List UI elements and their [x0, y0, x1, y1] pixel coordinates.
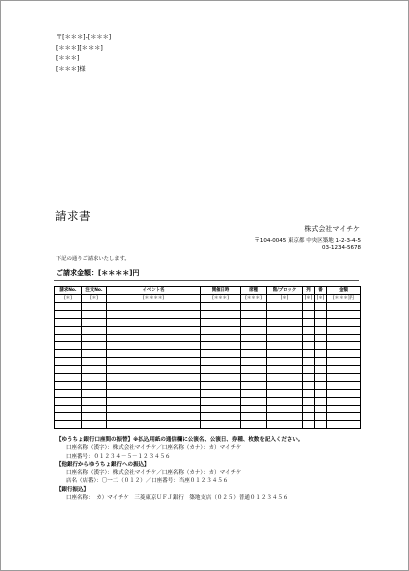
table-cell — [107, 303, 201, 311]
table-cell — [315, 397, 327, 405]
table-cell — [241, 381, 267, 389]
table-cell — [55, 342, 82, 350]
table-cell — [267, 397, 303, 405]
table-cell — [55, 318, 82, 326]
header-seat-number: 番 — [315, 287, 327, 295]
bank-transfer-account: 口座名称： カ）マイチケ 三菱東京ＵＦＪ銀行 築地支店（０２５）普通０１２３４５６ — [66, 495, 289, 502]
table-cell — [82, 389, 107, 397]
table-cell — [315, 326, 327, 334]
bank-transfer-heading: 【銀行振込】 — [56, 486, 90, 493]
address-line-1: [＊＊＊][＊＊＊] — [56, 44, 103, 52]
table-cell — [241, 334, 267, 342]
table-cell — [82, 413, 107, 421]
table-cell — [327, 342, 361, 350]
table-cell — [82, 334, 107, 342]
table-cell — [241, 318, 267, 326]
table-cell — [201, 303, 241, 311]
invoice-message: 下記の通りご請求いたします。 — [56, 256, 130, 262]
table-cell — [82, 366, 107, 374]
table-cell — [327, 350, 361, 358]
header-invoice-no: 請求No. — [55, 287, 82, 295]
table-cell — [107, 397, 201, 405]
table-cell — [315, 310, 327, 318]
table-cell — [267, 303, 303, 311]
recipient-address-block — [56, 33, 111, 75]
table-cell — [241, 374, 267, 382]
table-cell — [315, 413, 327, 421]
table-cell — [315, 421, 327, 429]
table-row — [55, 326, 361, 334]
table-cell — [303, 381, 315, 389]
table-cell — [267, 389, 303, 397]
table-cell — [267, 374, 303, 382]
cell-event-date: [＊＊＊] — [201, 295, 241, 303]
header-row: 列 — [303, 287, 315, 295]
table-cell — [82, 350, 107, 358]
table-cell — [107, 342, 201, 350]
table-cell — [327, 310, 361, 318]
table-cell — [55, 326, 82, 334]
table-cell — [241, 326, 267, 334]
table-cell — [201, 326, 241, 334]
table-cell — [303, 310, 315, 318]
table-cell — [201, 366, 241, 374]
header-floor-block: 階/ブロック — [267, 287, 303, 295]
table-cell — [107, 318, 201, 326]
table-row — [55, 374, 361, 382]
table-cell — [303, 358, 315, 366]
table-cell — [241, 342, 267, 350]
invoice-amount: ご請求金額：[＊＊＊＊]円 — [56, 269, 140, 277]
table-cell — [55, 421, 82, 429]
payment-notes — [56, 436, 366, 502]
table-row — [55, 350, 361, 358]
table-cell — [107, 413, 201, 421]
table-cell — [82, 374, 107, 382]
table-cell — [267, 310, 303, 318]
table-cell — [303, 397, 315, 405]
header-event-name: イベント名 — [107, 287, 201, 295]
table-cell — [201, 310, 241, 318]
table-cell — [241, 350, 267, 358]
table-cell — [327, 358, 361, 366]
invoice-title: 請求書 — [55, 209, 91, 223]
table-cell — [315, 381, 327, 389]
table-cell — [55, 350, 82, 358]
table-cell — [107, 366, 201, 374]
table-cell — [327, 303, 361, 311]
table-cell — [303, 405, 315, 413]
table-cell — [55, 381, 82, 389]
table-row — [55, 342, 361, 350]
table-cell — [303, 374, 315, 382]
table-cell — [315, 374, 327, 382]
table-cell — [241, 389, 267, 397]
table-cell — [55, 358, 82, 366]
table-cell — [303, 421, 315, 429]
table-cell — [303, 303, 315, 311]
table-cell — [55, 334, 82, 342]
table-cell — [201, 389, 241, 397]
table-cell — [107, 310, 201, 318]
table-cell — [107, 358, 201, 366]
table-cell — [201, 374, 241, 382]
table-cell — [107, 350, 201, 358]
company-tel: 03-1234-5678 — [322, 245, 361, 251]
table-cell — [327, 318, 361, 326]
table-cell — [241, 397, 267, 405]
table-cell — [315, 318, 327, 326]
cell-row: [＊] — [303, 295, 315, 303]
table-cell — [327, 374, 361, 382]
recipient-name: [＊＊＊]様 — [56, 65, 86, 73]
amount-underline — [54, 280, 359, 281]
table-cell — [107, 374, 201, 382]
table-cell — [201, 405, 241, 413]
table-cell — [267, 326, 303, 334]
header-event-date: 開催日時 — [201, 287, 241, 295]
table-cell — [315, 350, 327, 358]
table-cell — [201, 413, 241, 421]
table-cell — [303, 342, 315, 350]
table-cell — [82, 397, 107, 405]
table-row — [55, 366, 361, 374]
table-cell — [107, 326, 201, 334]
table-cell — [55, 366, 82, 374]
table-cell — [327, 421, 361, 429]
table-cell — [82, 405, 107, 413]
table-cell — [327, 326, 361, 334]
table-row — [55, 318, 361, 326]
table-cell — [303, 413, 315, 421]
table-cell — [55, 397, 82, 405]
cell-order-no: [＊] — [82, 295, 107, 303]
header-order-no: 注文No. — [82, 287, 107, 295]
table-cell — [327, 334, 361, 342]
table-cell — [327, 389, 361, 397]
table-cell — [315, 342, 327, 350]
cell-event-name: [＊＊＊＊] — [107, 295, 201, 303]
table-cell — [315, 334, 327, 342]
table-cell — [82, 358, 107, 366]
table-row — [55, 310, 361, 318]
table-cell — [55, 405, 82, 413]
table-cell — [55, 389, 82, 397]
table-cell — [327, 381, 361, 389]
address-line-2: [＊＊＊] — [56, 55, 80, 62]
table-cell — [201, 381, 241, 389]
table-cell — [107, 405, 201, 413]
table-cell — [267, 350, 303, 358]
yucho-transfer-heading: 【ゆうちょ銀行口座間の振替】※払込用紙の通信欄に公演名、公演日、券種、枚数を記入ください。 — [56, 437, 304, 443]
table-cell — [267, 421, 303, 429]
table-cell — [82, 303, 107, 311]
table-cell — [315, 366, 327, 374]
table-row — [55, 389, 361, 397]
table-cell — [82, 318, 107, 326]
table-cell — [241, 413, 267, 421]
table-cell — [315, 389, 327, 397]
table-cell — [303, 350, 315, 358]
invoice-items-table — [54, 286, 361, 429]
company-name: 株式会社マイチケ — [304, 225, 360, 233]
table-cell — [303, 366, 315, 374]
header-seat-type: 席種 — [241, 287, 267, 295]
yucho-account-name: 口座名称（漢字）：株式会社マイチケ／口座名称（カナ）：カ）マイチケ — [66, 445, 242, 452]
table-cell — [327, 405, 361, 413]
table-cell — [55, 310, 82, 318]
table-row — [55, 413, 361, 421]
other-bank-heading: 【他銀行からゆうちょ銀行への振込】 — [56, 461, 150, 468]
table-cell — [241, 405, 267, 413]
table-cell — [315, 358, 327, 366]
table-cell — [241, 421, 267, 429]
table-cell — [327, 397, 361, 405]
other-bank-branch: 店名（店番）：〇一二（０１２）／口座番号：当座０１２３４５６ — [66, 478, 229, 485]
company-address: 〒104-0045 東京都 中央区築地 1-2-3-4-5 — [254, 238, 361, 244]
table-cell — [55, 374, 82, 382]
table-cell — [82, 326, 107, 334]
table-row — [55, 303, 361, 311]
table-cell — [267, 413, 303, 421]
table-cell — [315, 303, 327, 311]
cell-seat-type: [＊＊＊] — [241, 295, 267, 303]
table-cell — [82, 381, 107, 389]
table-row — [55, 397, 361, 405]
other-bank-account-name: 口座名称（漢字）：株式会社マイチケ／口座名称（カナ）：カ）マイチケ — [66, 470, 242, 477]
table-cell — [201, 350, 241, 358]
table-cell — [303, 389, 315, 397]
table-cell — [82, 421, 107, 429]
postal-code: 〒[＊＊＊]-[＊＊＊] — [56, 34, 112, 41]
table-header-row — [55, 287, 361, 295]
table-cell — [267, 405, 303, 413]
cell-seat-number: [＊] — [315, 295, 327, 303]
table-cell — [82, 342, 107, 350]
table-row — [55, 295, 361, 303]
table-cell — [241, 303, 267, 311]
table-cell — [303, 334, 315, 342]
table-cell — [241, 358, 267, 366]
table-cell — [201, 342, 241, 350]
table-row — [55, 358, 361, 366]
table-cell — [201, 334, 241, 342]
table-row — [55, 381, 361, 389]
yucho-account-number: 口座番号：０１２３４－５－１２３４５６ — [66, 453, 171, 460]
header-amount: 金額 — [327, 287, 361, 295]
table-cell — [55, 413, 82, 421]
table-cell — [107, 334, 201, 342]
table-cell — [267, 342, 303, 350]
table-cell — [315, 405, 327, 413]
table-cell — [241, 366, 267, 374]
table-cell — [241, 310, 267, 318]
cell-invoice-no: [＊] — [55, 295, 82, 303]
table-cell — [303, 326, 315, 334]
table-cell — [107, 389, 201, 397]
table-cell — [201, 318, 241, 326]
table-row — [55, 334, 361, 342]
table-cell — [201, 358, 241, 366]
table-cell — [327, 366, 361, 374]
table-cell — [201, 421, 241, 429]
table-row — [55, 421, 361, 429]
table-cell — [327, 413, 361, 421]
table-cell — [267, 358, 303, 366]
table-cell — [82, 310, 107, 318]
table-row — [55, 405, 361, 413]
table-cell — [107, 421, 201, 429]
cell-floor-block: [＊] — [267, 295, 303, 303]
table-cell — [303, 318, 315, 326]
table-cell — [201, 397, 241, 405]
table-cell — [267, 366, 303, 374]
table-cell — [267, 318, 303, 326]
table-cell — [267, 334, 303, 342]
table-cell — [107, 381, 201, 389]
cell-amount: [＊＊＊]円 — [327, 295, 361, 303]
table-cell — [55, 303, 82, 311]
table-cell — [267, 381, 303, 389]
